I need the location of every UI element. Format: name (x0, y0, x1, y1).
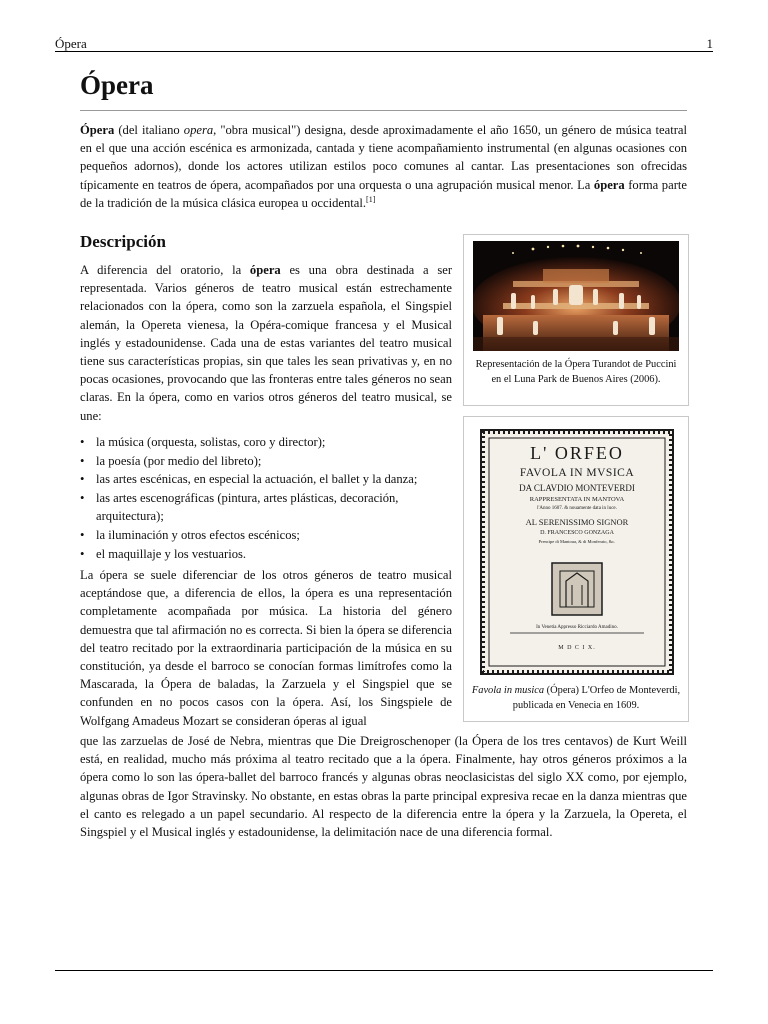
intro-paragraph (80, 121, 687, 212)
list-item: • las artes escenográficas (pintura, artes plásticas, decoración, arquitectura); (80, 489, 452, 526)
figure-turandot (463, 234, 689, 406)
description-paragraph-2: La ópera se suele diferenciar de los otros géneros de teatro musical aceptándose que, a diferencia de ellos, la ópera es una representación completamente acompañada por música. La historia del género demuestra que tal afirmación no es correcta. Si bien la ópera se diferencia del teatro recitado por la extraordinaria participación de la música en su constitución, ya desde el barroco se conocían formas limítrofes como la Mascarada, la Ópera de baladas, la Zarzuela y el Singspiel que se confunden en no pocos casos con la ópera. Así, los Singspiele de Wolfgang Amadeus Mozart se consideran óperas al igual (80, 568, 452, 728)
orfeo-title-page-image (480, 429, 674, 675)
footer-rule (55, 970, 713, 971)
para1-rest: es una obra destinada a ser representada. Varios géneros de teatro musical están estrechamente relacionados con la ópera, como son la zarzuela española, el Singspiel alemán, la Opereta vienesa, la Opéra-comique francesa y el Musical inglés y estadounidense. Cada una de estas variantes del teatro musical tiene sus características propias, sin que tales les sean privativas y, en no pocas ocasiones, provocando que las fronteras entre tales géneros no sean claras. En la ópera, como en varios otros géneros del teatro musical, se une: (80, 263, 453, 423)
score-line-8: Prencipe di Mantoua, & di Monferato, &c. (538, 539, 616, 544)
running-header (55, 36, 713, 51)
running-header-title: Ópera (55, 36, 87, 51)
intro-part1: (del italiano (114, 123, 184, 137)
score-line-5: l'Anno 1607. & nouamente data in luce. (537, 506, 617, 511)
para1-lead: A diferencia del oratorio, la (80, 263, 250, 277)
header-rule (55, 51, 713, 52)
intro-part3: forma parte de la tradición de la música clásica europea u occidental. (80, 177, 687, 210)
intro-italian-word: opera (183, 123, 214, 137)
intro-bold-word: ópera (593, 177, 625, 192)
list-item: • la música (orquesta, solistas, coro y director); (80, 433, 452, 452)
section-heading: Descripción (80, 232, 166, 251)
list-item: • la poesía (por medio del libreto); (80, 452, 452, 471)
elements-list (80, 433, 452, 563)
description-paragraph-1 (80, 261, 452, 425)
intro-part2: , "obra musical") designa, desde aproximadamente el año 1650, un género de música teatral en el que una acción escénica es armonizada, cantada y tiene acompañamiento instrumental (en algunas ocasiones con pequeños adornos), donde los actores utilizan estilos poco comunes al cantar. Las presentaciones son ofrecidas típicamente en teatros de ópera, acompañados por una orquesta o una agrupación musical menor. La (80, 123, 687, 192)
score-line-3: DA CLAVDIO MONTEVERDI (519, 483, 635, 493)
score-line-4: RAPPRESENTATA IN MANTOVA (529, 496, 625, 503)
score-line-6: AL SERENISSIMO SIGNOR (525, 517, 629, 527)
score-line-10: M D C I X. (558, 645, 596, 651)
intro-term: Ópera (80, 123, 115, 137)
turandot-stage-photo (473, 241, 679, 351)
figure-turandot-caption: Representación de la Ópera Turandot de Puccini en el Luna Park de Buenos Aires (2006). (475, 359, 677, 385)
caption-italic: Favola in musica (471, 685, 545, 696)
page-number: 1 (706, 36, 713, 51)
score-line-2: FAVOLA IN MVSICA (519, 467, 635, 479)
title-rule (80, 110, 687, 111)
description-paragraph-3: que las zarzuelas de José de Nebra, mientras que Die Dreigroschenoper (la Ópera de los tres centavos) de Kurt Weill está, en realidad, mucho más próxima al teatro recitado que a la ópera. Finalmente, hay otros géneros próximos a la ópera como lo son las ópera-ballet del barroco francés y algunas obras neoclasicistas del siglo XX como, por ejemplo, algunas obras de Igor Stravinsky. No obstante, en estas obras la parte principal expresiva recae en la danza mientras que el canto es relegado a un papel secundario. Al respecto de la diferencia entre la ópera y la Zarzuela, la Opereta, el Singspiel y el Musical inglés y estadounidense, la delimitación nace de una diferencia formal. (80, 734, 687, 840)
figure-orfeo-caption (470, 683, 682, 713)
para1-bold: ópera (249, 263, 281, 277)
score-title: L' ORFEO (530, 443, 624, 463)
list-item: • las artes escénicas, en especial la actuación, el ballet y la danza; (80, 470, 452, 489)
list-item: • la iluminación y otros efectos escénicos; (80, 526, 452, 545)
caption-rest: (Ópera) L'Orfeo de Monteverdi, publicada en Venecia en 1609. (512, 685, 681, 711)
figure-orfeo (463, 416, 689, 722)
page-title: Ópera (80, 70, 154, 100)
score-line-9: In Venetia Appresso Ricciardo Amadino. (536, 625, 618, 630)
list-item: • el maquillaje y los vestuarios. (80, 545, 452, 564)
footnote-link[interactable]: [1] (366, 194, 376, 204)
score-line-7: D. FRANCESCO GONZAGA (540, 530, 614, 536)
